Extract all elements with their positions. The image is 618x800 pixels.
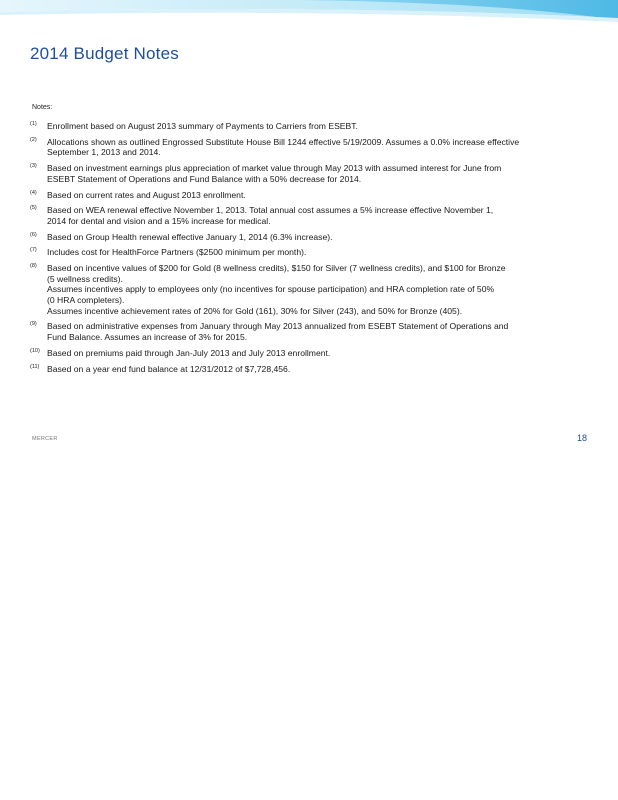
note-number: (4): [30, 189, 37, 196]
header-banner: [0, 0, 618, 26]
note-text-line: Assumes incentive achievement rates of 20% for Gold (161), 30% for Silver (243), and 50% for Bronze (405).: [47, 305, 463, 316]
note-number: (3): [30, 163, 37, 170]
page-number: 18: [577, 433, 588, 443]
note-text-line: Enrollment based on August 2013 summary of Payments to Carriers from ESEBT.: [47, 121, 358, 131]
note-text-line: ESEBT Statement of Operations and Fund Balance with a 50% decrease for 2014.: [47, 173, 362, 184]
note-text-line: Based on Group Health renewal effective January 1, 2014 (6.3% increase).: [47, 231, 333, 242]
note-text-line: Based on a year end fund balance at 12/31/2012 of $7,728,456.: [47, 363, 291, 374]
note-item: [30, 348, 595, 359]
note-number: (6): [30, 231, 37, 238]
note-text-line: September 1, 2013 and 2014.: [47, 147, 161, 158]
note-text-line: Based on premiums paid through Jan-July 2013 and July 2013 enrollment.: [47, 347, 331, 358]
note-text-line: Based on incentive values of $200 for Gold (8 wellness credits), $150 for Silver (7 wellness credits), and $100 for Bronze: [47, 263, 506, 274]
note-number: (5): [30, 205, 37, 212]
note-text-line: Based on investment earnings plus appreciation of market value through May 2013 with assumed interest for June from: [47, 163, 502, 174]
note-item: [30, 364, 595, 375]
note-text-line: Based on current rates and August 2013 enrollment.: [47, 189, 246, 200]
note-text-line: Includes cost for HealthForce Partners ($2500 minimum per month).: [47, 247, 307, 258]
note-item: [30, 263, 595, 316]
note-number: (7): [30, 247, 37, 254]
note-text-line: 2014 for dental and vision and a 15% increase for medical.: [47, 215, 271, 226]
note-number: (11): [30, 363, 40, 370]
notes-list: [30, 121, 595, 379]
note-number: (2): [30, 136, 37, 143]
note-item: [30, 232, 595, 243]
note-text-line: Fund Balance. Assumes an increase of 3% for 2015.: [47, 332, 248, 342]
note-text-line: Allocations shown as outlined Engrossed Substitute House Bill 1244 effective 5/19/2009. Assumes a 0.0% increase effective: [47, 136, 520, 147]
note-item: [30, 190, 595, 201]
note-number: (10): [30, 347, 40, 354]
note-text-line: Based on WEA renewal effective November 1, 2013. Total annual cost assumes a 5% increase effective November 1,: [47, 205, 494, 216]
notes-heading: Notes:: [32, 104, 53, 111]
page-title: 2014 Budget Notes: [30, 44, 179, 63]
note-text-line: Based on administrative expenses from January through May 2013 annualized from ESEBT Statement of Operations and: [47, 321, 509, 332]
note-number: (1): [30, 121, 37, 127]
note-item: [30, 247, 595, 258]
note-number: (8): [30, 263, 37, 270]
note-item: [30, 163, 595, 184]
note-item: [30, 137, 595, 158]
note-text-line: (0 HRA completers).: [47, 295, 125, 306]
note-text-line: Assumes incentives apply to employees only (no incentives for spouse participation) and HRA completion rate of 50%: [47, 284, 495, 295]
note-number: (9): [30, 321, 37, 328]
note-item: [30, 321, 595, 342]
note-item: [30, 121, 595, 132]
note-item: [30, 205, 595, 226]
footer-brand: MERCER: [32, 436, 58, 442]
note-text-line: (5 wellness credits).: [47, 273, 123, 284]
